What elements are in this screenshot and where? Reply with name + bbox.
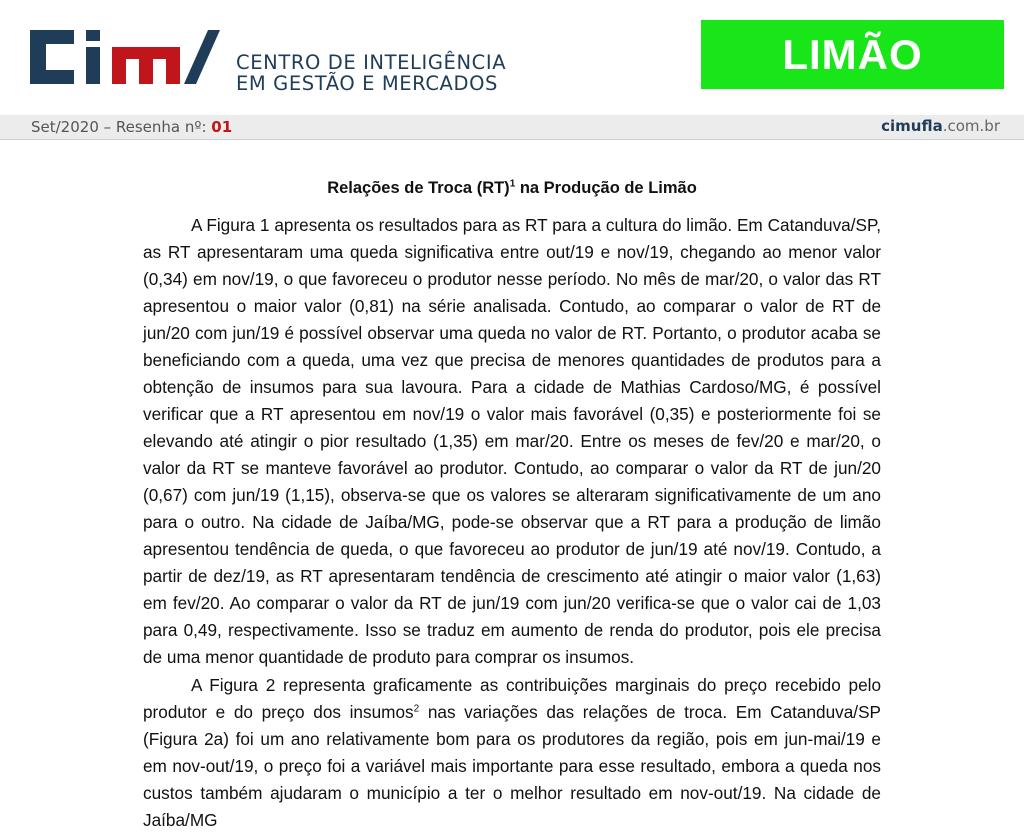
site-name: cimufla bbox=[881, 117, 943, 135]
paragraph-2-footnote-ref: 2 bbox=[413, 703, 420, 715]
site-link[interactable] bbox=[881, 117, 1000, 135]
logo-slash bbox=[184, 30, 220, 84]
org-name-line2: EM GESTÃO E MERCADOS bbox=[236, 72, 499, 95]
title-footnote-ref: 1 bbox=[509, 178, 516, 190]
title-text: Relações de Troca (RT) bbox=[327, 179, 510, 197]
issue-info bbox=[31, 118, 232, 136]
cim-logo bbox=[30, 22, 220, 92]
paragraph-2-text: A Figura 2 representa graficamente as contribuições marginais do preço recebido pelo produtor e do preço dos insumos bbox=[143, 675, 881, 722]
title-text-end: na Produção de Limão bbox=[515, 179, 697, 197]
site-domain: .com.br bbox=[942, 117, 1000, 135]
org-name-line1: CENTRO DE INTELIGÊNCIA bbox=[236, 51, 507, 74]
paragraph-1: A Figura 1 apresenta os resultados para as RT para a cultura do limão. Em Catanduva/SP, as RT apresentaram uma queda significativa entre out/19 e nov/19, chegando ao menor valor (0,34) em nov/19, o que favoreceu o produtor nesse período. No mês de mar/20, o valor das RT apresentou o maior valor (0,81) na série analisada. Contudo, ao comparar o valor de RT de jun/20 com jun/19 é possível observar uma queda no valor de RT. Portanto, o produtor acaba se beneficiando com a queda, uma vez que precisa de menores quantidades de produtos para a obtenção de insumos para sua lavoura. Para a cidade de Mathias Cardoso/MG, é possível verificar que a RT apresentou em nov/19 o valor mais favorável (0,35) e posteriormente foi se elevando até atingir o pior resultado (1,35) em mar/20. Entre os meses de fev/20 e mar/20, o valor da RT se manteve favorável ao produtor. Contudo, ao comparar o valor da RT de jun/20 (0,67) com jun/19 (1,15), observa-se que os valores se alteraram significativamente de um ano para o outro. Na cidade de Jaíba/MG, pode-se observar que a RT para a produção de limão apresentou tendência de queda, o que favoreceu ao produtor de jun/19 até nov/19. Contudo, a partir de dez/19, as RT apresentaram tendência de crescimento até atingir o maior valor (1,63) em fev/20. Ao comparar o valor da RT de jun/19 com jun/20 verifica-se que o valor cai de 1,03 para 0,49, respectivamente. Isso se traduz em aumento de renda do produtor, pois ele precisa de uma menor quantidade de produto para comprar os insumos. bbox=[143, 215, 881, 667]
logo-letter-c bbox=[30, 30, 74, 84]
product-badge: LIMÃO bbox=[701, 20, 1004, 89]
paragraph-2-text-end: nas variações das relações de troca. Em Catanduva/SP (Figura 2a) foi um ano relativamente bom para os produtores da região, pois em jun-mai/19 e em nov-out/19, o preço foi a variável mais importante para esse resultado, embora a queda nos custos também ajudaram o município a ter o melhor resultado em nov-out/19. Na cidade de Jaíba/MG bbox=[143, 702, 882, 830]
paragraph-2 bbox=[143, 672, 881, 834]
article-title bbox=[0, 179, 1024, 198]
issue-prefix: Set/2020 – Resenha nº: bbox=[31, 118, 212, 136]
issue-number: 01 bbox=[211, 118, 233, 136]
logo-letter-i-dot bbox=[86, 30, 100, 41]
logo-letter-i-stem bbox=[86, 47, 100, 84]
organization-name bbox=[236, 52, 506, 94]
article-body bbox=[143, 212, 881, 835]
logo-letter-m bbox=[112, 47, 180, 84]
